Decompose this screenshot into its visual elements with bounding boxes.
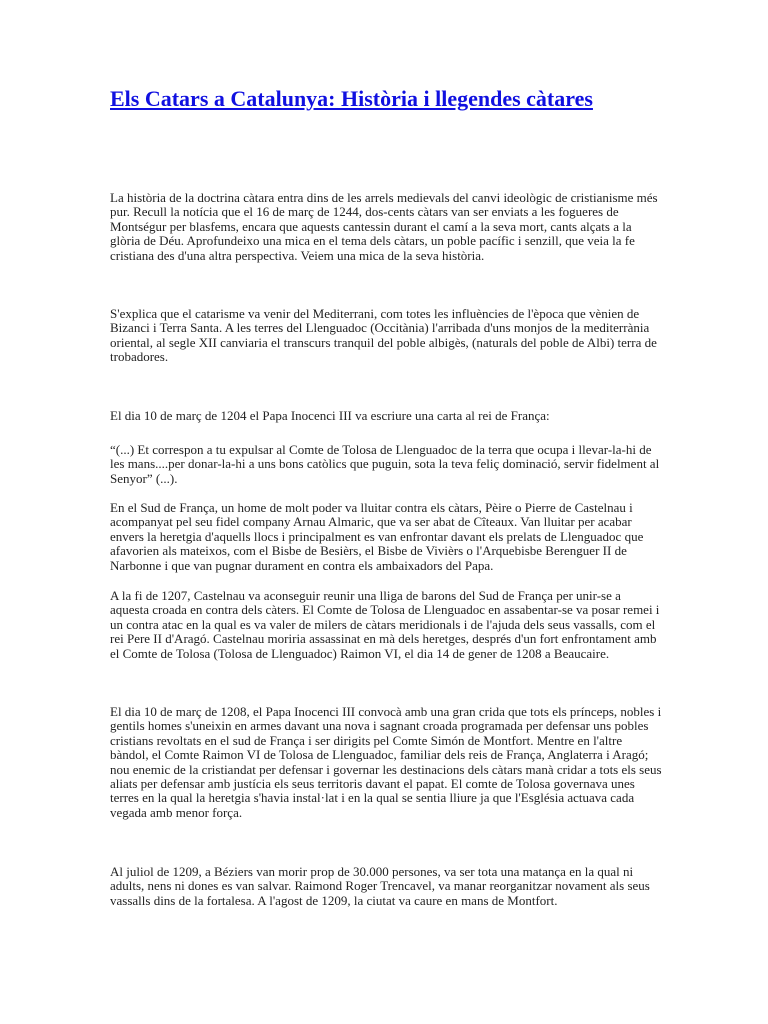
paragraph-line: afavorien als mateixos, com el Bisbe de Besièrs, el Bisbe de Vivièrs o l'Arquebisbe Berenguer II de <box>110 543 627 559</box>
paragraph-line: Al juliol de 1209, a Béziers van morir prop de 30.000 persones, va ser tota una matança en la qual ni <box>110 864 634 879</box>
paragraph-line: les mans....per donar-la-hi a uns bons catòlics que puguin, sota la teva feliç dominació, servir fidelment al <box>110 456 660 472</box>
paragraph-line: vegada amb menor força. <box>110 804 243 820</box>
paragraph-line: adults, nens ni dones es van salvar. Raimond Roger Trencavel, va manar reorganitzar novament als seus <box>110 878 650 894</box>
paragraph-line: En el Sud de França, un home de molt poder va lluitar contra els càtars, Pèire o Pierre de Castelnau i <box>110 500 633 515</box>
paragraph-line: Senyor” (...). <box>110 470 178 486</box>
paragraph-line: Montségur per blasfems, encara que aquests cantessin durant el camí a la seva mort, cants alçats a la <box>110 218 632 234</box>
paragraph-line: pur. Recull la notícia que el 16 de març de 1244, dos-cents càtars van ser enviats a les fogueres de <box>110 204 619 220</box>
paragraph-line: Narbonne i que van pugnar durament en contra els ambaixadors del Papa. <box>110 557 494 573</box>
paragraph-line: envers la heretgia d'aquells llocs i principalment es van enfrontar davant els prelats de Llenguadoc que <box>110 528 644 544</box>
paragraph-line: A la fi de 1207, Castelnau va aconseguir reunir una lliga de barons del Sud de França per unir-se a <box>110 588 621 603</box>
paragraph-line: nou enemic de la cristiandat per defensar i governar les destinacions dels càtars manà cridar a tots els seus <box>110 761 662 777</box>
paragraph-line: cristians revoltats en el sud de França i ser dirigits pel Comte Simón de Montfort. Mentre en l'altre <box>110 732 623 748</box>
paragraph-intro <box>110 191 657 263</box>
paragraph-1209 <box>110 865 657 908</box>
paragraph-1208 <box>110 704 662 820</box>
paragraph-line: terres en la qual la heretgia s'havia instal·lat i en la qual se sentia lliure ja que l'Església actuava cada <box>110 790 635 806</box>
paragraph-line: bàndol, el Comte Raimon VI de Tolosa de Llenguadoc, familiar dels reis de França, Anglaterra i Aragó; <box>110 747 649 763</box>
paragraph-line: El dia 10 de març de 1208, el Papa Inocenci III convocà amb una gran crida que tots els prínceps, nobles i <box>110 704 662 719</box>
paragraph-line: vassalls dins de la fortalesa. A l'agost de 1209, la ciutat va caure en mans de Montfort. <box>110 892 558 908</box>
paragraph-line: Bizanci i Terra Santa. A les terres del Llenguadoc (Occitània) l'arribada d'uns monjos de la mediterrània <box>110 320 650 336</box>
paragraph-line: S'explica que el catarisme va venir del Mediterrani, com totes les influències de l'època que vènien de <box>110 306 640 321</box>
paragraph-line: glòria de Déu. Aprofundeixo una mica en el tema dels càtars, un poble pacífic i senzill, que veia la fe <box>110 233 635 249</box>
paragraph-line: oriental, al segle XII canviaria el transcurs tranquil del poble albigès, (naturals del poble de Albi) terra de <box>110 334 657 350</box>
paragraph-line: “(...) Et correspon a tu expulsar al Comte de Tolosa de Llenguadoc de la terra que ocupa i llevar-la-hi de <box>110 442 652 457</box>
paragraph-line: el Comte de Tolosa (Tolosa de Llenguadoc) Raimon VI, el dia 14 de gener de 1208 a Beaucaire. <box>110 645 610 661</box>
paragraph-letter-intro <box>110 409 657 423</box>
paragraph-line: La història de la doctrina càtara entra dins de les arrels medievals del canvi ideològic de cristianisme més <box>110 190 658 205</box>
paragraph-line: trobadores. <box>110 349 169 365</box>
article-title-link[interactable]: Els Catars a Catalunya: Història i llegendes càtares <box>110 86 593 111</box>
paragraph-line: rei Pere II d'Aragó. Castelnau moriria assassinat en mà dels heretges, després d'un fort enfrontament amb <box>110 631 657 647</box>
paragraph-line: gentils homes s'uneixin en armes davant una nova i sagnant croada programada per defensar uns pobles <box>110 718 649 734</box>
paragraph-origins <box>110 307 657 365</box>
paragraph-line: aquesta croada en contra dels càters. El Comte de Tolosa de Llenguadoc en assabentar-se va posar remei i <box>110 602 660 618</box>
paragraph-line: acompanyat pel seu fidel company Arnau Almaric, que va ser abat de Cîteaux. Van lluitar per acabar <box>110 514 632 530</box>
paragraph-quote <box>110 442 660 486</box>
paragraph-line: El dia 10 de març de 1204 el Papa Inocenci III va escriure una carta al rei de França: <box>110 408 550 423</box>
paragraph-1207 <box>110 588 660 661</box>
paragraph-line: un contra atac en la qual es va valer de milers de càtars meridionals i de l'ajuda dels seus vassalls, com el <box>110 616 656 632</box>
paragraph-castelnau <box>110 501 657 573</box>
paragraph-line: cristiana des d'una altra perspectiva. Veiem una mica de la seva història. <box>110 247 485 263</box>
paragraph-line: aliats per defensar amb justícia els seus territoris davant el papat. El comte de Tolosa governava unes <box>110 776 635 792</box>
